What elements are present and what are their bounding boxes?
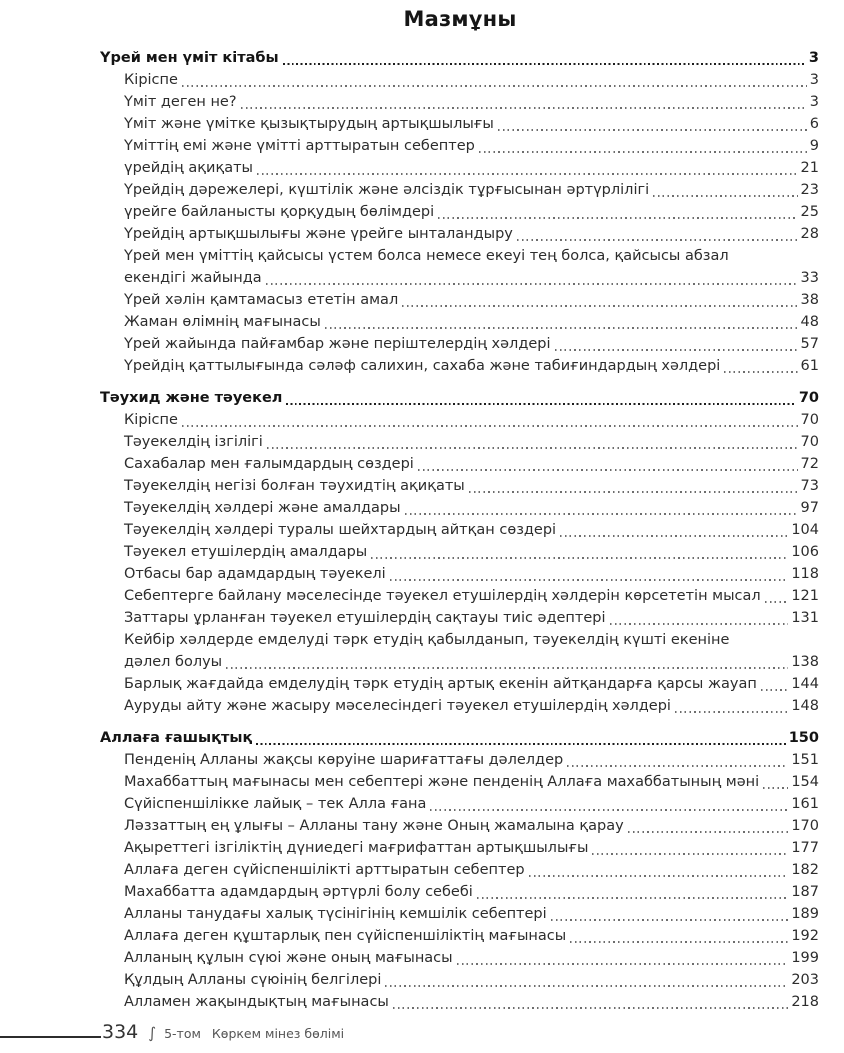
page-number: 154: [791, 774, 819, 790]
toc-entry-row: [100, 267, 819, 289]
page-number: 199: [791, 950, 819, 966]
toc-entry-row: [100, 409, 819, 431]
toc-entry-row: [100, 815, 819, 837]
dot-leader: [570, 941, 788, 943]
dot-leader: [267, 447, 798, 449]
page-number: 28: [800, 226, 819, 242]
toc-entry-row: [100, 355, 819, 377]
page-footer: [0, 1012, 344, 1044]
toc-entry-row: [100, 771, 819, 793]
page-number: 151: [791, 752, 819, 768]
toc-section: [100, 47, 819, 377]
toc-entry-label: Тәуекелдің хәлдері және амалдары: [124, 500, 401, 516]
footer-separator-icon: ∫: [148, 1024, 157, 1042]
toc-entry-row: [100, 903, 819, 925]
toc-entry-row: [100, 179, 819, 201]
toc-entry-row: [100, 541, 819, 563]
toc-entry-row: [100, 135, 819, 157]
toc-entry-label: Үрей мен үміттің қайсысы үстем болса немесе екеуі тең болса, қайсысы абзал: [124, 248, 729, 264]
dot-leader: [393, 1007, 788, 1009]
toc-entry-row: [100, 157, 819, 179]
toc-entry-row: [100, 91, 819, 113]
dot-leader: [286, 403, 795, 405]
toc-entry-label: Аллаға деген сүйіспеншілікті арттыратын себептер: [124, 862, 525, 878]
page-number: 61: [800, 358, 819, 374]
toc-entry-row: [100, 947, 819, 969]
page-number: 6: [809, 116, 819, 132]
page-number: 104: [791, 522, 819, 538]
toc-entry-row: [100, 749, 819, 771]
toc-heading-row: [100, 47, 819, 69]
dot-leader: [517, 239, 798, 241]
dot-leader: [628, 831, 789, 833]
toc-entry-row: [100, 453, 819, 475]
page-number: 23: [800, 182, 819, 198]
page-number: 70: [798, 390, 819, 406]
page-number: 3: [809, 94, 819, 110]
dot-leader: [610, 623, 789, 625]
toc-entry-label: Үрей хәлін қамтамасыз ететін амал: [124, 292, 399, 308]
dot-leader: [653, 195, 797, 197]
toc-entry-row: [100, 881, 819, 903]
toc-entry-row: [100, 651, 819, 673]
toc-entry-row: [100, 69, 819, 91]
dot-leader: [241, 107, 807, 109]
toc-entry-label: Алламен жақындықтың мағынасы: [124, 994, 389, 1010]
toc-entry-row: [100, 793, 819, 815]
toc-entry-row: [100, 311, 819, 333]
page-number: 131: [791, 610, 819, 626]
page-number: 57: [800, 336, 819, 352]
page-number: 148: [791, 698, 819, 714]
page-number: 187: [791, 884, 819, 900]
page-title: Мазмұны: [403, 7, 517, 31]
toc-entry-label: Сахабалар мен ғалымдардың сөздері: [124, 456, 414, 472]
toc-heading-label: Үрей мен үміт кітабы: [100, 50, 279, 66]
toc-entry-label: Ауруды айту және жасыру мәселесіндегі тәуекел етушілердің хәлдері: [124, 698, 671, 714]
toc-entry-row: [100, 431, 819, 453]
page-number: 21: [800, 160, 819, 176]
toc-entry-label: екендігі жайында: [124, 270, 262, 286]
footer-page-number: 334: [102, 1021, 139, 1043]
page-number: 161: [791, 796, 819, 812]
toc-entry-row: [100, 201, 819, 223]
toc-entry-label: Тәуекелдің негізі болған тәухидтің ақиқаты: [124, 478, 465, 494]
toc-heading-row: [100, 727, 819, 749]
page-number: 48: [800, 314, 819, 330]
toc-entry-row: [100, 289, 819, 311]
dot-leader: [763, 787, 788, 789]
toc-entry-label: Үміт деген не?: [124, 94, 237, 110]
page-number: 9: [809, 138, 819, 154]
toc-entry-label: Пенденің Алланы жақсы көруіне шариғаттағы дәлелдер: [124, 752, 564, 768]
toc-entry-label: Үміт және үмітке қызықтырудың артықшылығы: [124, 116, 494, 132]
toc-entry-label: Барлық жағдайда емделудің тәрк етудің артық екенін айтқандарға қарсы жауап: [124, 676, 757, 692]
page-number: 218: [791, 994, 819, 1010]
toc-entry-row: [100, 695, 819, 717]
toc-entry-label: үрейдің ақиқаты: [124, 160, 253, 176]
page-number: 177: [791, 840, 819, 856]
dot-leader: [765, 601, 789, 603]
toc-entry-row: [100, 969, 819, 991]
toc-entry-label: Тәуекелдің хәлдері туралы шейхтардың айтқан сөздері: [124, 522, 557, 538]
toc-entry-label: Үміттің емі және үмітті арттыратын себептер: [124, 138, 475, 154]
toc-entry-row: [100, 563, 819, 585]
toc-entry-label: Үрей жайында пайғамбар және періштелердің хәлдері: [124, 336, 551, 352]
toc-entry-label: Махаббатта адамдардың әртүрлі болу себебі: [124, 884, 473, 900]
toc-entry-label: Ләззаттың ең ұлығы – Алланы тану және Оның жамалына қарау: [124, 818, 624, 834]
dot-leader: [457, 963, 789, 965]
toc-entry-row: [100, 585, 819, 607]
dot-leader: [385, 985, 788, 987]
dot-leader: [555, 349, 798, 351]
page-number: 38: [800, 292, 819, 308]
dot-leader: [283, 63, 806, 65]
page-number: 106: [791, 544, 819, 560]
footer-section-label: Көркем мінез бөлімі: [211, 1025, 345, 1041]
toc-entry-label: Кіріспе: [124, 412, 178, 428]
dot-leader: [402, 305, 797, 307]
dot-leader: [405, 513, 798, 515]
dot-leader: [325, 327, 798, 329]
toc-entry-row: [100, 673, 819, 695]
dot-leader: [551, 919, 789, 921]
toc-entry-row: [100, 475, 819, 497]
toc-entry-label: Құлдың Алланы сүюінің белгілері: [124, 972, 382, 988]
dot-leader: [498, 129, 807, 131]
toc-entry-row: [100, 991, 819, 1013]
toc-entry-row: [100, 333, 819, 355]
toc-entry-row: [100, 859, 819, 881]
page-number: 70: [800, 434, 819, 450]
toc-entry-label: Алланы танудағы халық түсінігінің кемшілік себептері: [124, 906, 547, 922]
toc-section: [100, 387, 819, 717]
dot-leader: [567, 765, 788, 767]
dot-leader: [390, 579, 789, 581]
toc-entry-row: [100, 245, 819, 267]
toc-entry-label: Үрейдің қаттылығында сәләф салихин, сахаба және табиғиндардың хәлдері: [124, 358, 721, 374]
dot-leader: [430, 809, 788, 811]
dot-leader: [418, 469, 798, 471]
toc-section: [100, 727, 819, 1013]
dot-leader: [724, 371, 797, 373]
page-number: 203: [791, 972, 819, 988]
toc-entry-label: Үрейдің дәрежелері, күштілік және әлсіздік тұрғысынан әртүрлілігі: [124, 182, 650, 198]
page-number: 97: [800, 500, 819, 516]
toc-entry-label: Аллаға деген құштарлық пен сүйіспеншіліктің мағынасы: [124, 928, 567, 944]
dot-leader: [592, 853, 788, 855]
toc-entry-row: [100, 837, 819, 859]
toc-entry-label: Үрейдің артықшылығы және үрейге ынталандыру: [124, 226, 513, 242]
toc-entry-row: [100, 223, 819, 245]
page-number: 170: [791, 818, 819, 834]
toc-entry-label: Кейбір хәлдерде емделуді тәрк етудің қабылданып, тәуекелдің күшті екеніне: [124, 632, 730, 648]
page-number: 138: [791, 654, 819, 670]
toc-entry-label: Ақыреттегі ізгіліктің дүниедегі мағрифаттан артықшылығы: [124, 840, 589, 856]
page-number: 121: [791, 588, 819, 604]
dot-leader: [226, 667, 788, 669]
toc-entry-row: [100, 497, 819, 519]
toc-heading-label: Тәухид және тәуекел: [100, 390, 283, 406]
toc-entry-label: Отбасы бар адамдардың тәуекелі: [124, 566, 386, 582]
page-number: 73: [800, 478, 819, 494]
page-number: 25: [800, 204, 819, 220]
toc-entry-label: Сүйіспеншілікке лайық – тек Алла ғана: [124, 796, 427, 812]
toc-heading-row: [100, 387, 819, 409]
toc-entry-row: [100, 925, 819, 947]
dot-leader: [560, 535, 788, 537]
page-number: 118: [791, 566, 819, 582]
toc-entry-label: Жаман өлімнің мағынасы: [124, 314, 321, 330]
toc-heading-label: Аллаға ғашықтық: [100, 730, 253, 746]
page-number: 33: [800, 270, 819, 286]
dot-leader: [182, 85, 807, 87]
dot-leader: [529, 875, 789, 877]
dot-leader: [477, 897, 789, 899]
toc-entry-row: [100, 519, 819, 541]
page-number: 70: [800, 412, 819, 428]
dot-leader: [371, 557, 788, 559]
page-number: 192: [791, 928, 819, 944]
dot-leader: [257, 173, 798, 175]
toc-entry-row: [100, 629, 819, 651]
dot-leader: [675, 711, 788, 713]
toc-entry-label: Тәуекел етушілердің амалдары: [124, 544, 368, 560]
dot-leader: [256, 743, 785, 745]
page-number: 189: [791, 906, 819, 922]
footer-rule: [0, 1036, 101, 1038]
dot-leader: [182, 425, 798, 427]
toc-entry-label: үрейге байланысты қорқудың бөлімдері: [124, 204, 435, 220]
toc-entry-label: Себептерге байлану мәселесінде тәуекел етушілердің хәлдерін көрсететін мысал: [124, 588, 761, 604]
toc-entry-row: [100, 607, 819, 629]
toc-entry-label: Кіріспе: [124, 72, 178, 88]
toc-entry-label: Заттары ұрланған тәуекел етушілердің сақтауы тиіс әдептері: [124, 610, 606, 626]
toc: [100, 47, 819, 1013]
toc-entry-label: Махаббаттың мағынасы мен себептері және пенденің Аллаға махаббатының мәні: [124, 774, 760, 790]
footer-volume-label: 5-том: [164, 1025, 201, 1041]
toc-entry-label: дәлел болуы: [124, 654, 223, 670]
dot-leader: [761, 689, 788, 691]
dot-leader: [479, 151, 807, 153]
toc-entry-label: Алланың құлын сүюі және оның мағынасы: [124, 950, 453, 966]
page-number: 182: [791, 862, 819, 878]
toc-entry-label: Тәуекелдің ізгілігі: [124, 434, 263, 450]
dot-leader: [438, 217, 797, 219]
toc-entry-row: [100, 113, 819, 135]
page-number: 3: [808, 50, 819, 66]
page-number: 72: [800, 456, 819, 472]
page-number: 144: [791, 676, 819, 692]
dot-leader: [266, 283, 798, 285]
page-number: 3: [809, 72, 819, 88]
page-number: 150: [788, 730, 819, 746]
dot-leader: [469, 491, 798, 493]
